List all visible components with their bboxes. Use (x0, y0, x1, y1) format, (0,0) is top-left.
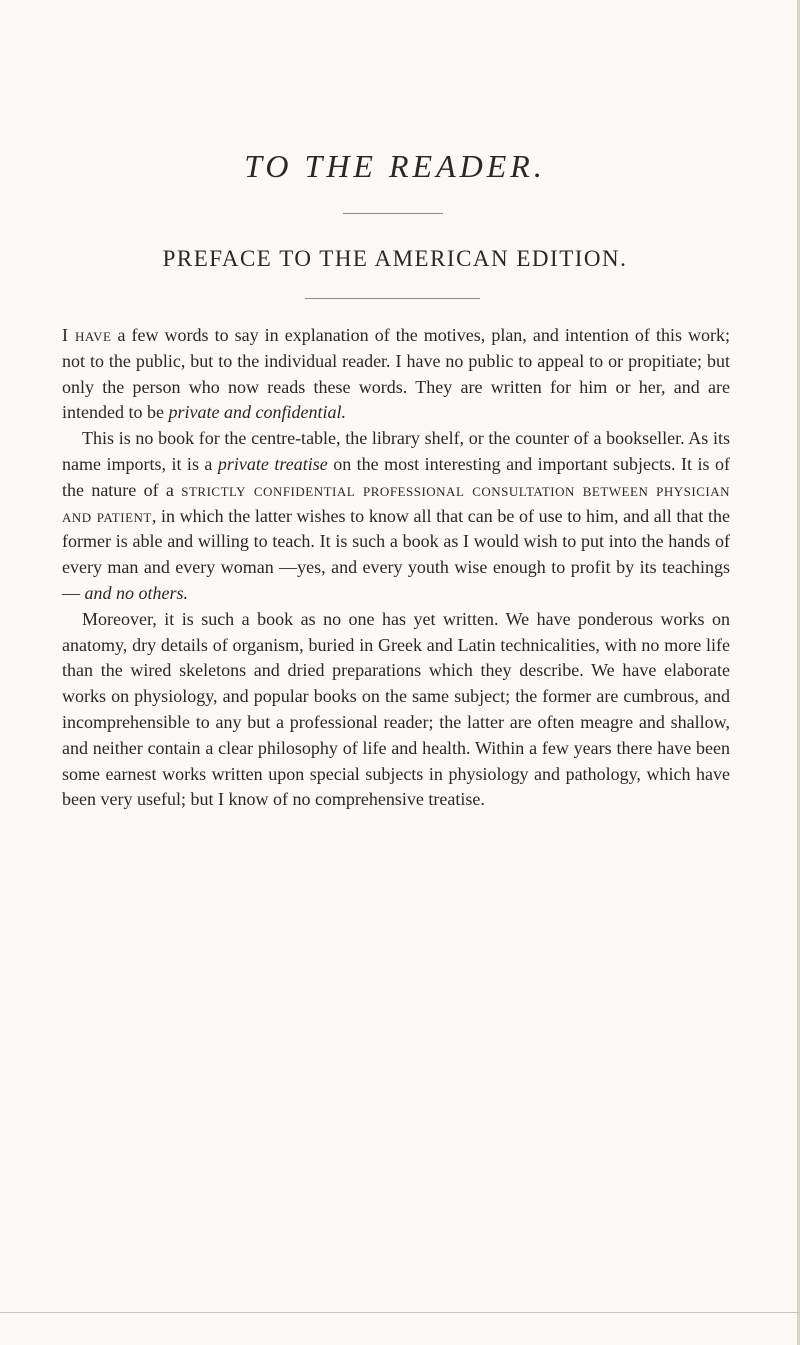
preface-text (62, 323, 730, 813)
text-segment: Moreover, it is such a book as no one has yet written. We have ponderous works on anatomy, dry details of organism, buried in Greek and Latin technicalities, with no more life than the wired skeletons and dried preparations which they describe. We have elaborate works on physiology, and popular books on the same subject; the former are cumbrous, and incomprehensible to any but a professional reader; the latter are often meagre and shallow, and neither contain a clear philosophy of life and health. Within a few years there have been some earnest works written upon special subjects in physiology and pathology, which have been very useful; but I know of no comprehensive treatise. (62, 608, 730, 810)
paragraph-3 (62, 607, 730, 813)
text-segment: This is no book for the centre-table, the library shelf, or the counter of a bookseller. As its name imports, it is a (62, 428, 730, 474)
page-bottom-edge (0, 1312, 800, 1313)
page-subtitle: PREFACE TO THE AMERICAN EDITION. (162, 246, 628, 271)
italic-phrase: and no others. (84, 582, 188, 603)
small-caps-phrase: strictly confidential professional consultation between physician and patient (62, 479, 730, 526)
page-title: TO THE READER. (244, 148, 546, 184)
italic-phrase: private treatise (217, 453, 328, 474)
text-segment: a few words to say in explanation of the motives, plan, and intention of this work; not to the public, but to the individual reader. I have no public to appeal to or propitiate; but only the person who now reads these words. They are written for him or her, and are intended to be (62, 325, 730, 423)
italic-phrase: private and confidential. (168, 402, 346, 423)
subtitle-rule (305, 298, 480, 299)
paragraph-2 (62, 426, 730, 607)
opening-words: I have (62, 325, 112, 345)
paragraph-1 (62, 323, 730, 426)
text-segment: on the most interesting and important subjects. It is of the nature of a (62, 453, 730, 500)
text-segment: , in which the latter wishes to know all that can be of use to him, and all that the former is able and willing to teach. It is such a book as I would wish to put into the hands of every man and every woman —yes, and every youth wise enough to profit by its teachings— (62, 505, 730, 603)
title-rule (343, 213, 443, 214)
